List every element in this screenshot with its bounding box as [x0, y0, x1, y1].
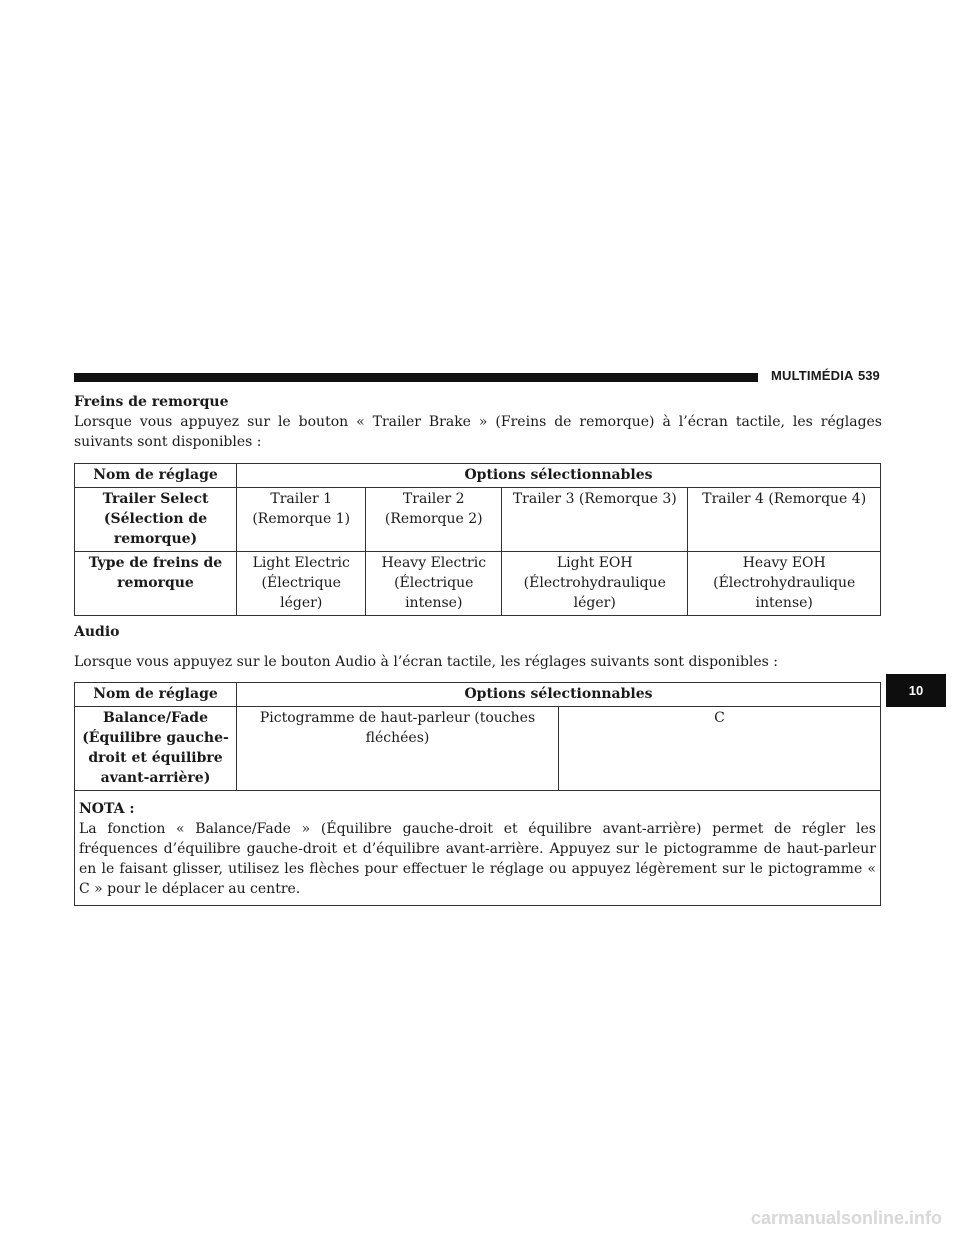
- option-cell: C: [559, 707, 881, 791]
- header-rule: [74, 373, 758, 382]
- option-cell: Heavy Electric (Électrique intense): [366, 552, 502, 616]
- audio-intro: Lorsque vous appuyez sur le bouton Audio à l’écran tactile, les réglages suivants sont disponibles :: [74, 654, 779, 670]
- setting-name: Trailer Select (Sélection de remorque): [75, 488, 237, 552]
- option-cell: Light Electric (Électrique léger): [237, 552, 366, 616]
- audio-settings-table: [74, 682, 881, 906]
- table-row: [75, 707, 881, 791]
- chapter-tab: 10: [886, 674, 946, 707]
- page-content: [74, 392, 882, 906]
- note-cell: [75, 791, 881, 906]
- column-header-options: Options sélectionnables: [237, 464, 881, 488]
- option-cell: Heavy EOH (Électrohydraulique intense): [688, 552, 881, 616]
- watermark: carmanualsonline.info: [750, 1208, 942, 1228]
- column-header-setting: Nom de réglage: [75, 464, 237, 488]
- option-cell: Light EOH (Électrohydraulique léger): [502, 552, 688, 616]
- option-cell: Trailer 4 (Remorque 4): [688, 488, 881, 552]
- option-cell: Trailer 3 (Remorque 3): [502, 488, 688, 552]
- running-header-section: MULTIMÉDIA: [771, 368, 854, 383]
- table-header-row: [75, 683, 881, 707]
- note-row: [75, 791, 881, 906]
- trailer-brake-settings-table: [74, 463, 881, 616]
- trailer-brake-intro: Lorsque vous appuyez sur le bouton « Trailer Brake » (Freins de remorque) à l’écran tactile, les réglages suivants sont disponibles :: [74, 414, 882, 450]
- table-header-row: [75, 464, 881, 488]
- option-cell: Trailer 2 (Remorque 2): [366, 488, 502, 552]
- setting-name: Type de freins de remorque: [75, 552, 237, 616]
- option-cell: Trailer 1 (Remorque 1): [237, 488, 366, 552]
- page-number: 539: [858, 368, 880, 383]
- note-text: La fonction « Balance/Fade » (Équilibre gauche-droit et équilibre avant-arrière) permet de régler les fréquences d’équilibre gauche-droit et d’équilibre avant-arrière. Appuyez sur le pictogramme de haut-parleur en le faisant glisser, utilisez les flèches pour effectuer le réglage ou appuyez légèrement sur le pictogramme « C » pour le déplacer au centre.: [79, 821, 876, 897]
- option-cell: Pictogramme de haut-parleur (touches fléchées): [237, 707, 559, 791]
- column-header-setting: Nom de réglage: [75, 683, 237, 707]
- table-row: [75, 552, 881, 616]
- trailer-brake-heading: Freins de remorque: [74, 394, 229, 410]
- audio-heading: Audio: [74, 624, 120, 640]
- setting-name: Balance/Fade (Équilibre gauche-droit et équilibre avant-arrière): [75, 707, 237, 791]
- note-title: NOTA :: [79, 801, 135, 817]
- table-row: [75, 488, 881, 552]
- column-header-options: Options sélectionnables: [237, 683, 881, 707]
